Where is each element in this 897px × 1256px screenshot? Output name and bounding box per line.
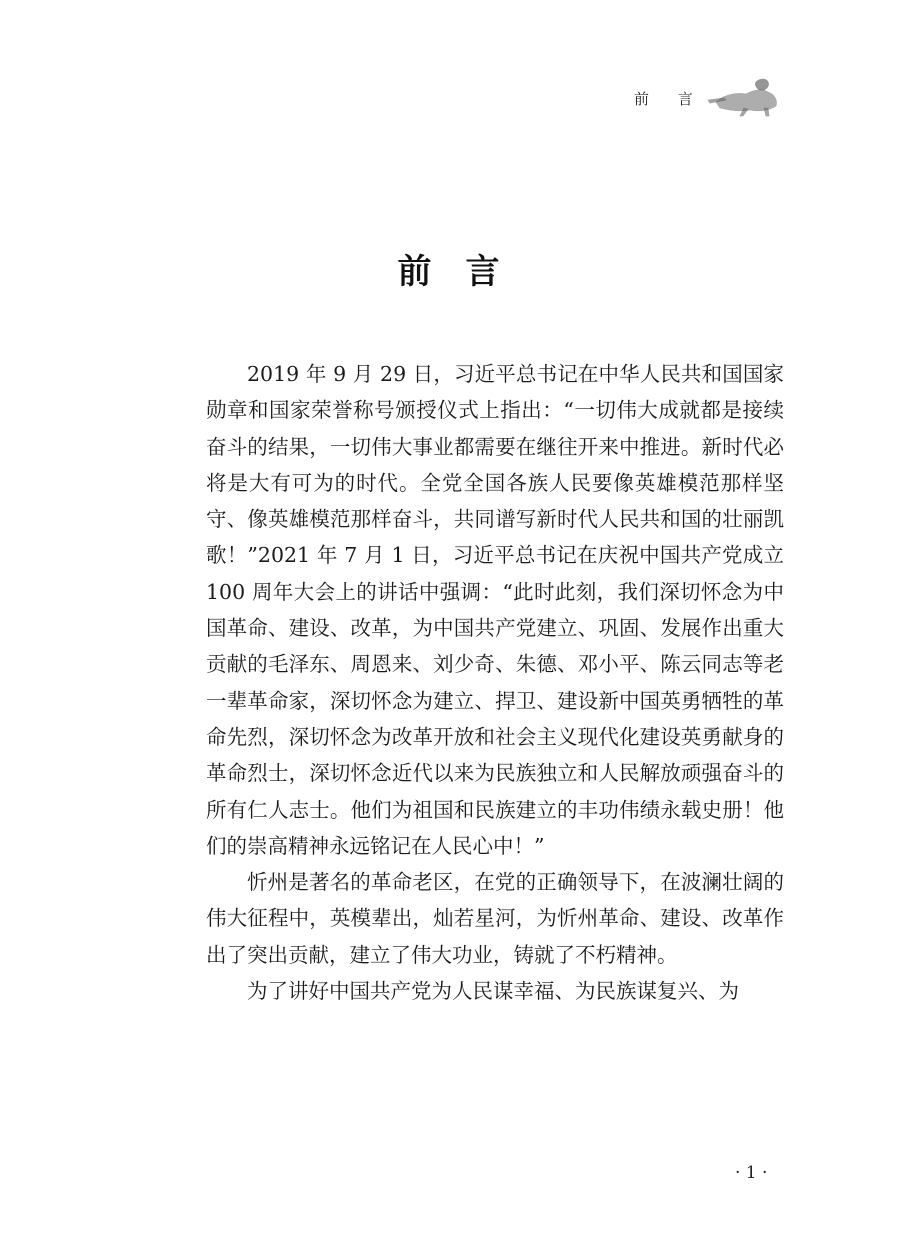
running-header: [620, 84, 800, 124]
paragraph-1: 2019 年 9 月 29 日，习近平总书记在中华人民共和国国家勋章和国家荣誉称号颁授仪式上指出：“一切伟大成就都是接续奋斗的结果，一切伟大事业都需要在继往开来中推进。新时代必将是大有可为的时代。全党全国各族人民要像英雄模范那样坚守、像英雄模范那样奋斗，共同谱写新时代人民共和国的壮丽凯歌！”2021 年 7 月 1 日，习近平总书记在庆祝中国共产党成立 100 周年大会上的讲话中强调：“此时此刻，我们深切怀念为中国革命、建设、改革，为中国共产党建立、巩固、发展作出重大贡献的毛泽东、周恩来、刘少奇、朱德、邓小平、陈云同志等老一辈革命家，深切怀念为建立、捍卫、建设新中国英勇牺牲的革命先烈，深切怀念为改革开放和社会主义现代化建设英勇献身的革命烈士，深切怀念近代以来为民族独立和人民解放顽强奋斗的所有仁人志士。他们为祖国和民族建立的丰功伟绩永载史册！他们的崇高精神永远铭记在人民心中！”: [206, 362, 784, 858]
body-text: [206, 356, 784, 1009]
page-number: · 1 ·: [735, 1163, 768, 1183]
horse-rider-silhouette-icon: [704, 72, 782, 118]
page-title: 前言: [397, 252, 534, 292]
running-header-title: 前 言: [634, 90, 705, 108]
paragraph-2: 忻州是著名的革命老区，在党的正确领导下，在波澜壮阔的伟大征程中，英模辈出，灿若星河，为忻州革命、建设、改革作出了突出贡献，建立了伟大功业，铸就了不朽精神。: [206, 870, 784, 967]
paragraph-3: 为了讲好中国共产党为人民谋幸福、为民族谋复兴、为: [247, 979, 739, 1004]
